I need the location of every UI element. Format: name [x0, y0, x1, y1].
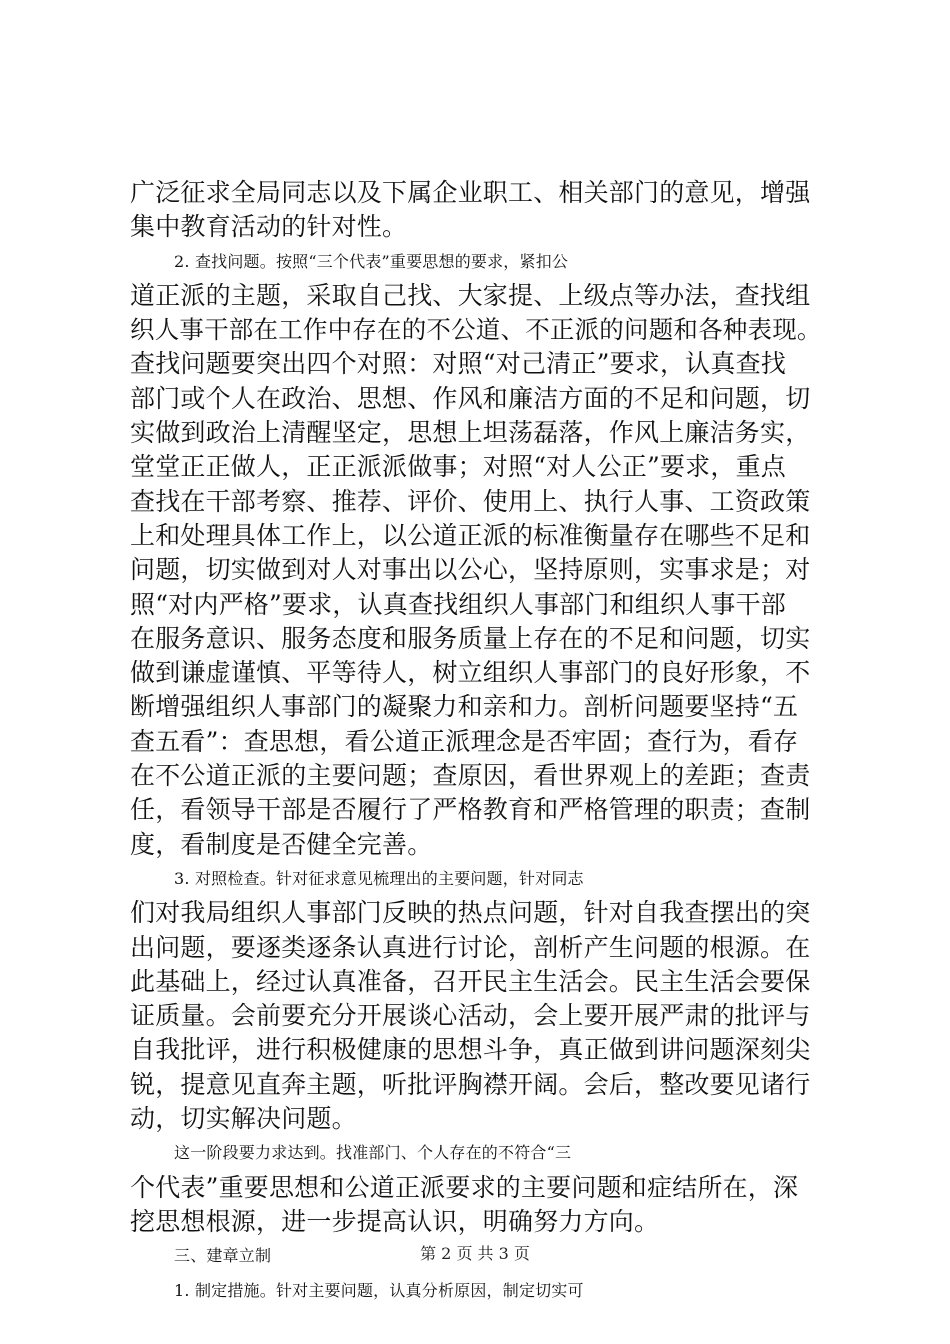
text-line: 此基础上，经过认真准备，召开民主生活会。民主生活会要保 [130, 966, 811, 996]
text-line: 堂堂正正做人，正正派派做事；对照“对人公正”要求，重点 [130, 452, 786, 482]
page-footer: 第 2 页 共 3 页 [420, 1244, 530, 1263]
text-line: 断增强组织人事部门的凝聚力和亲和力。剖析问题要坚持“五 [130, 692, 799, 722]
text-line: 度，看制度是否健全完善。 [130, 829, 433, 859]
text-line: 照“对内严格”要求，认真查找组织人事部门和组织人事干部 [130, 589, 786, 619]
text-line: 广泛征求全局同志以及下属企业职工、相关部门的意见，增强 [130, 178, 811, 207]
text-line: 个代表”重要思想和公道正派要求的主要问题和症结所在，深 [130, 1172, 799, 1202]
text-line: 在服务意识、服务态度和服务质量上存在的不足和问题，切实 [130, 623, 811, 653]
text-line: 动，切实解决问题。 [130, 1104, 357, 1134]
text-line: 织人事干部在工作中存在的不公道、不正派的问题和各种表现。 [130, 315, 822, 345]
text-line: 查找在干部考察、推荐、评价、使用上、执行人事、工资政策 [130, 486, 811, 516]
text-line: 这一阶段要力求达到。找准部门、个人存在的不符合“三 [174, 1143, 572, 1163]
text-line: 1. 制定措施。针对主要问题，认真分析原因，制定切实可 [174, 1280, 584, 1300]
text-line: 3. 对照检查。针对征求意见梳理出的主要问题，针对同志 [174, 868, 584, 888]
text-line: 自我批评，进行积极健康的思想斗争，真正做到讲问题深刻尖 [130, 1035, 811, 1065]
text-line: 在不公道正派的主要问题；查原因，看世界观上的差距；查责 [130, 761, 811, 791]
text-line: 查找问题要突出四个对照：对照“对己清正”要求，认真查找 [130, 349, 786, 379]
text-line: 出问题，要逐类逐条认真进行讨论，剖析产生问题的根源。在 [130, 932, 811, 962]
text-line: 锐，提意见直奔主题，听批评胸襟开阔。会后，整改要见诸行 [130, 1069, 811, 1099]
text-line: 做到谦虚谨慎、平等待人，树立组织人事部门的良好形象，不 [130, 658, 811, 688]
text-line: 任，看领导干部是否履行了严格教育和严格管理的职责；查制 [130, 795, 811, 825]
text-line: 查五看”：查思想，看公道正派理念是否牢固；查行为，看存 [130, 726, 799, 756]
text-line: 问题，切实做到对人对事出以公心，坚持原则，实事求是；对 [130, 555, 811, 585]
document-body [130, 176, 830, 1308]
text-line: 实做到政治上清醒坚定，思想上坦荡磊落，作风上廉洁务实， [130, 418, 811, 448]
text-line: 上和处理具体工作上，以公道正派的标准衡量存在哪些不足和 [130, 520, 811, 550]
text-line: 道正派的主题，采取自己找、大家提、上级点等办法，查找组 [130, 280, 811, 310]
text-line: 挖思想根源，进一步提高认识，明确努力方向。 [130, 1206, 660, 1236]
text-line: 证质量。会前要充分开展谈心活动，会上要开展严肃的批评与 [130, 1001, 811, 1031]
text-line: 们对我局组织人事部门反映的热点问题，针对自我查摆出的突 [130, 898, 811, 928]
text-line: 集中教育活动的针对性。 [130, 212, 408, 242]
text-line: 2. 查找问题。按照“三个代表”重要思想的要求，紧扣公 [174, 251, 569, 271]
text-line: 部门或个人在政治、思想、作风和廉洁方面的不足和问题，切 [130, 383, 811, 413]
text-line: 三、建章立制 [174, 1246, 272, 1266]
